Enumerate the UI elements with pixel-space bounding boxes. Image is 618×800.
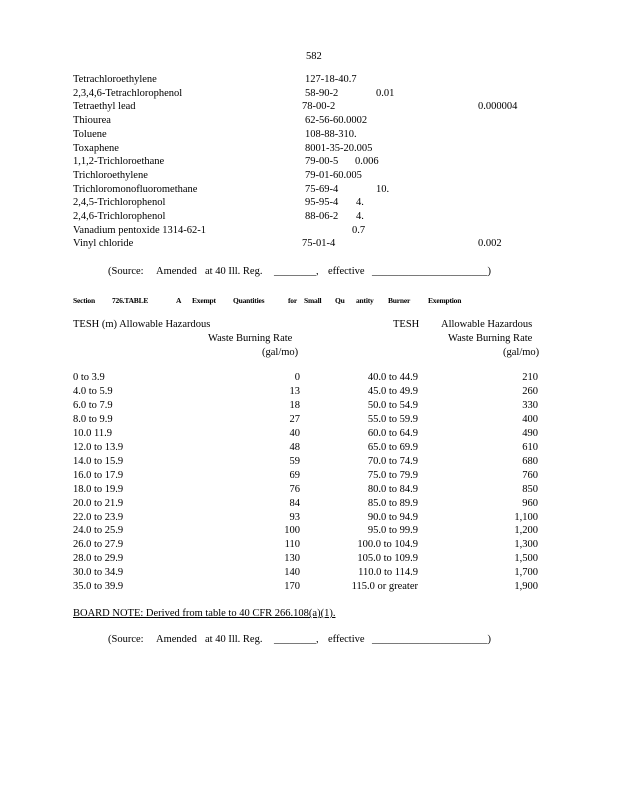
right-rate-unit: (gal/mo)	[503, 347, 540, 358]
right-burn-rate: 610	[522, 441, 538, 453]
chemical-name: Vinyl chloride	[73, 238, 134, 250]
right-tesh-range: 105.0 to 109.9	[357, 553, 418, 565]
register-blank-2: ________,	[274, 634, 319, 645]
left-burn-rate: 69	[289, 469, 300, 481]
left-tesh-range: 22.0 to 23.9	[73, 511, 124, 523]
chemical-name: 2,3,4,6-Tetrachlorophenol	[73, 87, 183, 99]
right-burn-rate: 330	[522, 399, 538, 411]
left-burn-rate: 130	[284, 553, 300, 565]
source-label: (Source:	[108, 266, 144, 277]
heading-antity: antity	[356, 296, 374, 305]
right-tesh-range: 95.0 to 99.9	[367, 525, 418, 537]
heading-for: for	[288, 296, 297, 305]
right-tesh-range: 90.0 to 94.9	[367, 511, 418, 523]
amended-label-2: Amended	[156, 634, 197, 645]
register-blank: ________,	[274, 266, 319, 277]
chemical-name: Toxaphene	[73, 142, 119, 154]
left-tesh-range: 26.0 to 27.9	[73, 539, 124, 551]
right-tesh-range: 45.0 to 49.9	[367, 385, 418, 397]
left-tesh-range: 14.0 to 15.9	[73, 455, 124, 467]
right-tesh-range: 80.0 to 84.9	[367, 483, 418, 495]
chemical-cas: 78-00-2	[302, 101, 336, 113]
left-tesh-range: 24.0 to 25.9	[73, 525, 124, 537]
section-word: Section	[73, 296, 95, 305]
chemical-cas: 88-06-2	[305, 211, 339, 222]
left-burn-rate: 93	[289, 511, 300, 523]
left-rate-unit: (gal/mo)	[262, 347, 299, 358]
chemical-cas: 79-00-5	[305, 156, 339, 168]
chemical-name: Trichloromonofluoromethane	[73, 183, 198, 195]
left-tesh-range: 12.0 to 13.9	[73, 441, 124, 453]
chemical-name: Tetrachloroethylene	[73, 74, 157, 85]
right-tesh-range: 40.0 to 44.9	[367, 372, 418, 383]
right-tesh-range: 115.0 or greater	[351, 581, 418, 593]
right-tesh-range: 60.0 to 64.9	[367, 427, 418, 439]
right-tesh-range: 85.0 to 89.9	[367, 497, 418, 509]
right-rate-header: Waste Burning Rate	[448, 333, 533, 344]
chemical-cas: 108-88-310.	[305, 128, 357, 140]
right-tesh-range: 110.0 to 114.9	[358, 567, 418, 579]
page-number: 582	[306, 51, 322, 62]
heading-quantities: Quantities	[233, 296, 265, 305]
right-tesh-range: 100.0 to 104.9	[357, 539, 418, 551]
chemical-name: Tetraethyl lead	[73, 101, 136, 113]
chemical-cas: 75-69-4	[305, 183, 339, 195]
right-burn-rate: 400	[522, 413, 538, 425]
right-burn-rate: 490	[522, 427, 538, 439]
right-burn-rate: 1,500	[514, 553, 538, 565]
left-tesh-range: 4.0 to 5.9	[73, 385, 113, 397]
left-burn-rate: 13	[289, 385, 300, 397]
chemical-cas: 58-90-2	[305, 87, 339, 99]
right-tesh-range: 70.0 to 74.9	[367, 455, 418, 467]
chemical-cas: 127-18-40.7	[305, 74, 357, 85]
right-tesh-range: 65.0 to 69.9	[367, 441, 418, 453]
chemical-name: Toluene	[73, 128, 107, 140]
right-burn-rate: 1,900	[514, 581, 538, 593]
left-burn-rate: 40	[289, 427, 300, 439]
left-burn-rate: 18	[289, 399, 300, 411]
register-ref: at 40 Ill. Reg.	[205, 266, 263, 277]
left-burn-rate: 27	[289, 413, 300, 425]
chemical-value-secondary: 0.000004	[478, 101, 518, 113]
left-burn-rate: 110	[284, 539, 300, 551]
chemical-name: 1,1,2-Trichloroethane	[73, 156, 165, 168]
chemical-cas: 79-01-60.005	[305, 169, 362, 181]
chemical-name: Vanadium pentoxide 1314-62-1	[73, 224, 206, 236]
right-burn-rate: 960	[522, 497, 538, 509]
right-tesh-range: 50.0 to 54.9	[367, 399, 418, 411]
right-allowable-header: Allowable Hazardous	[441, 319, 533, 330]
table-id: 726.TABLE	[112, 296, 149, 305]
chemical-value: 0.7	[352, 224, 366, 236]
left-tesh-range: 0 to 3.9	[73, 372, 105, 383]
right-tesh-range: 55.0 to 59.9	[367, 413, 418, 425]
right-tesh-range: 75.0 to 79.9	[367, 469, 418, 481]
left-burn-rate: 140	[284, 567, 300, 579]
chemical-value: 10.	[376, 183, 390, 195]
left-burn-rate: 59	[289, 455, 300, 467]
effective-blank-2: ______________________)	[372, 634, 491, 645]
heading-small: Small	[304, 296, 322, 305]
chemical-value: 0.006	[355, 156, 379, 168]
source-label-2: (Source:	[108, 634, 144, 645]
left-tesh-range: 18.0 to 19.9	[73, 483, 124, 495]
heading-qu: Qu	[335, 296, 345, 305]
left-tesh-range: 16.0 to 17.9	[73, 469, 124, 481]
chemical-value-secondary: 0.002	[478, 238, 502, 250]
left-tesh-header: TESH (m) Allowable Hazardous	[73, 319, 211, 330]
right-burn-rate: 760	[522, 469, 538, 481]
right-tesh-header: TESH	[393, 319, 420, 330]
register-ref-2: at 40 Ill. Reg.	[205, 634, 263, 645]
right-burn-rate: 210	[522, 372, 538, 383]
left-burn-rate: 100	[284, 525, 300, 537]
chemical-cas: 62-56-60.0002	[305, 115, 368, 127]
left-burn-rate: 76	[289, 483, 300, 495]
left-tesh-range: 10.0 11.9	[73, 427, 112, 439]
amended-label: Amended	[156, 266, 197, 277]
heading-exemption: Exemption	[428, 296, 462, 305]
chemical-name: Trichloroethylene	[73, 169, 148, 181]
board-note: BOARD NOTE: Derived from table to 40 CFR 266.108(a)(1).	[73, 608, 336, 619]
left-tesh-range: 28.0 to 29.9	[73, 553, 124, 565]
chemical-value: 0.01	[376, 87, 395, 99]
left-tesh-range: 30.0 to 34.9	[73, 567, 124, 579]
right-burn-rate: 1,200	[514, 525, 538, 537]
chemical-value: 4.	[356, 211, 364, 222]
right-burn-rate: 1,300	[514, 539, 538, 551]
heading-exempt: Exempt	[192, 296, 216, 305]
effective-label-2: effective	[328, 634, 365, 645]
chemical-cas: 8001-35-20.005	[305, 142, 373, 154]
chemical-name: 2,4,6-Trichlorophenol	[73, 211, 166, 222]
right-burn-rate: 260	[522, 385, 538, 397]
left-rate-header: Waste Burning Rate	[208, 333, 293, 344]
chemical-cas: 95-95-4	[305, 197, 339, 209]
effective-blank: ______________________)	[372, 266, 491, 277]
left-burn-rate: 0	[294, 372, 300, 383]
chemical-value: 4.	[356, 197, 364, 209]
left-tesh-range: 20.0 to 21.9	[73, 497, 124, 509]
heading-burner: Burner	[388, 296, 411, 305]
left-burn-rate: 48	[289, 441, 300, 453]
right-burn-rate: 850	[522, 483, 538, 495]
right-burn-rate: 1,700	[514, 567, 538, 579]
left-tesh-range: 8.0 to 9.9	[73, 413, 113, 425]
right-burn-rate: 1,100	[514, 511, 538, 523]
left-burn-rate: 84	[289, 497, 300, 509]
left-tesh-range: 6.0 to 7.9	[73, 399, 113, 411]
chemical-cas: 75-01-4	[302, 238, 336, 250]
chemical-name: 2,4,5-Trichlorophenol	[73, 197, 166, 209]
right-burn-rate: 680	[522, 455, 538, 467]
effective-label: effective	[328, 266, 365, 277]
left-burn-rate: 170	[284, 581, 300, 593]
heading-a: A	[176, 296, 182, 305]
left-tesh-range: 35.0 to 39.9	[73, 581, 124, 593]
chemical-name: Thiourea	[73, 115, 111, 127]
